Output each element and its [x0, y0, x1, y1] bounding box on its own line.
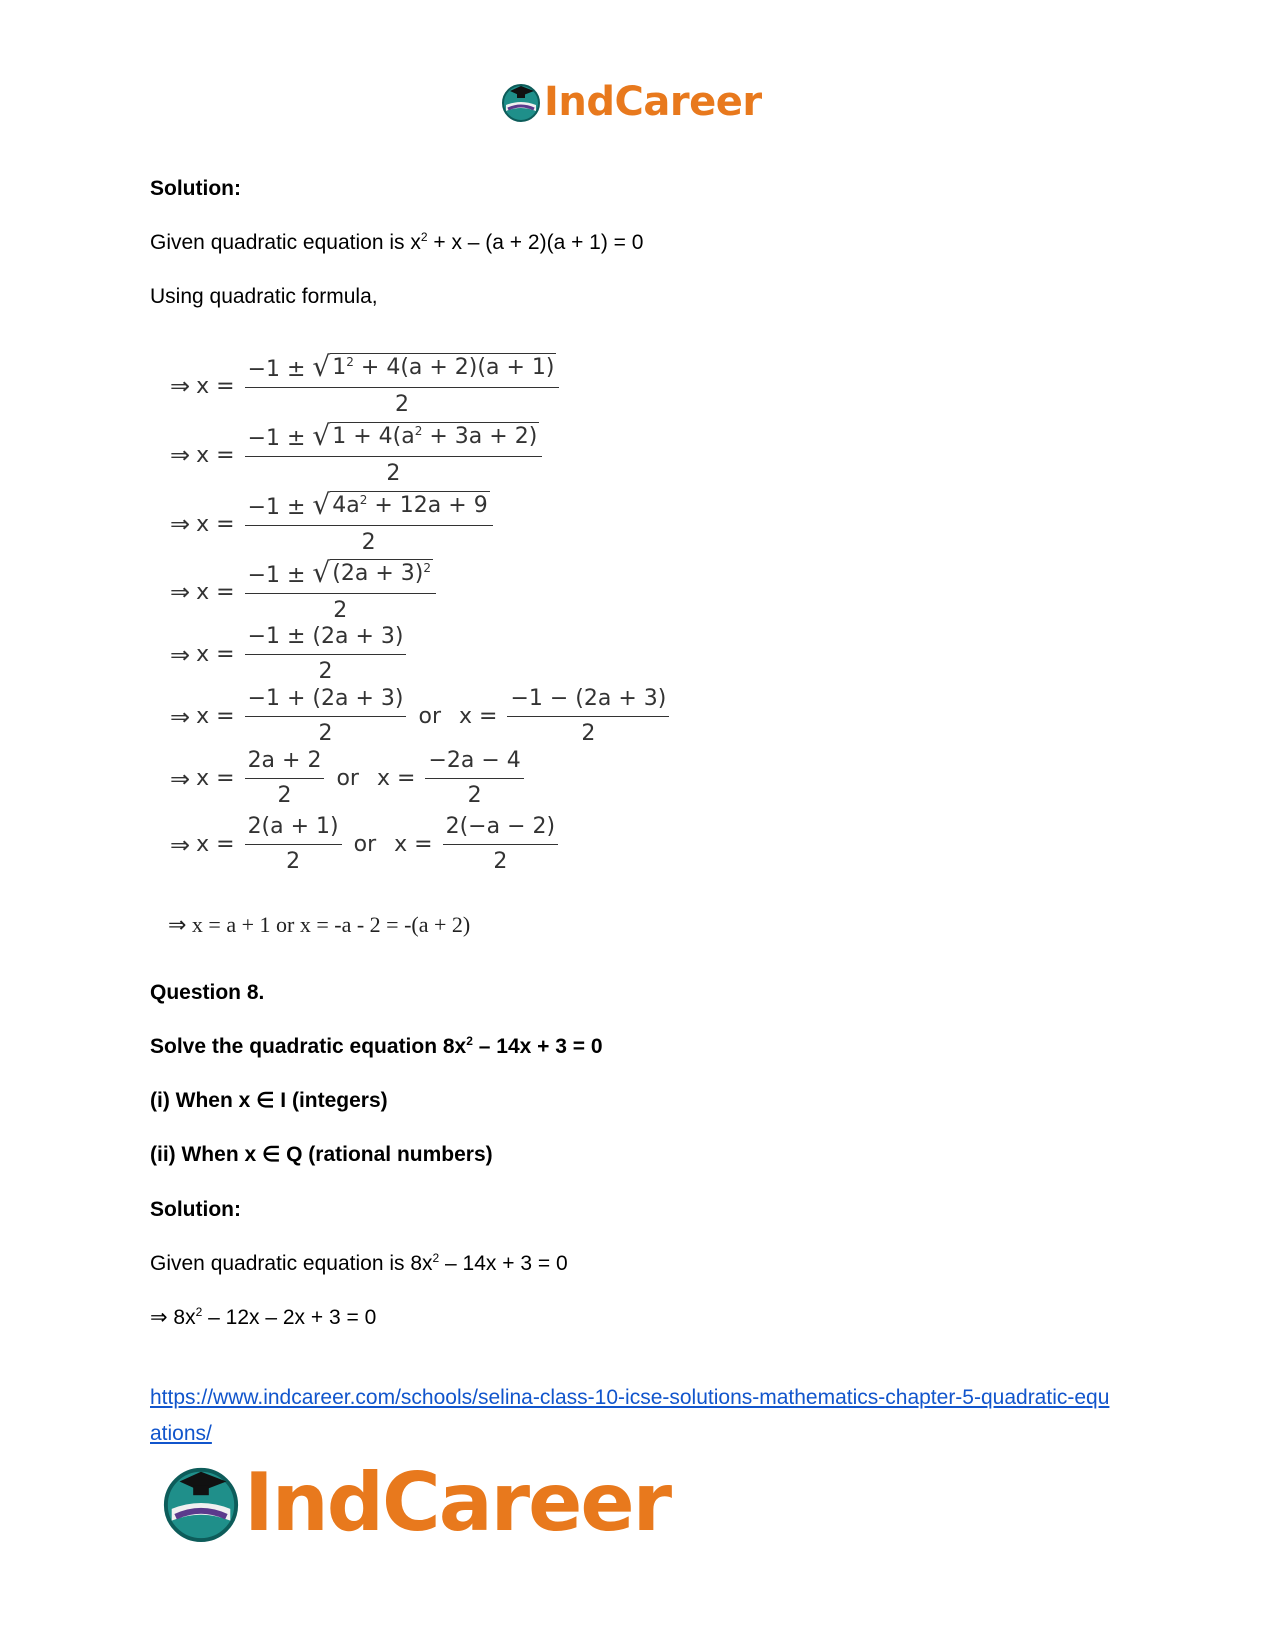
question-statement: Solve the quadratic equation $8x^2 - 14x + 3 = 0$ [150, 1034, 603, 1058]
solution-heading-2: Solution: [150, 1198, 241, 1221]
using-formula-text: Using quadratic formula, [150, 285, 378, 308]
math-step-3: ⇒ x = −1 ± √ $4a^2 + 12a + 9$ 2 [170, 490, 497, 558]
math-final-step: ⇒ x = a + 1 or x = -a - 2 = -(a + 2) [168, 912, 471, 937]
globe-book-icon [160, 1462, 242, 1544]
solution-step: ⇒ $8x^2 - 12x - 2x + 3 = 0$ [150, 1305, 377, 1329]
math-step-6: ⇒ x = $\frac{-1 + (2a + 3)}{2}$ or x = $\frac{-1 - (2a + 3)}{2}$ [170, 684, 673, 749]
header-logo [500, 78, 762, 126]
footer-logo [160, 1458, 670, 1548]
source-link[interactable]: https://www.indcareer.com/schools/selina-class-10-icse-solutions-mathematics-chapter-5-quadratic-equations/ [150, 1386, 1110, 1445]
math-step-5: ⇒ x = $\frac{-1 \pm (2a + 3)}{2}$ [170, 622, 410, 687]
question-part-i: (i) When x ∈ I (integers) [150, 1089, 388, 1112]
math-step-4: ⇒ x = −1 ± √ $(2a + 3)^2$ 2 [170, 558, 440, 626]
given-equation-2: Given quadratic equation is $8x^2 - 14x + 3 = 0$ [150, 1251, 568, 1275]
math-step-1: ⇒ x = −1 ± √ $1^2 + 4(a + 2)(a + 1)$ 2 [170, 352, 563, 420]
solution-heading: Solution: [150, 177, 241, 200]
logo-wordmark: IndCareer [544, 79, 762, 125]
math-step-2: ⇒ x = −1 ± √ $1 + 4(a^2 + 3a + 2)$ 2 [170, 421, 546, 489]
question-title: Question 8. [150, 981, 265, 1004]
globe-book-icon [500, 81, 542, 123]
given-equation: Given quadratic equation is $x^2 + x - (a + 2)(a + 1) = 0$ [150, 230, 644, 254]
question-part-ii: (ii) When x ∈ Q (rational numbers) [150, 1143, 493, 1166]
logo-wordmark: IndCareer [244, 1456, 671, 1549]
math-step-7: ⇒ x = $\frac{2a + 2}{2}$ or x = $\frac{-2a - 4}{2}$ [170, 746, 528, 811]
math-step-8: ⇒ x = $\frac{2(a + 1)}{2}$ or x = $\frac{2(-a - 2)}{2}$ [170, 812, 562, 877]
